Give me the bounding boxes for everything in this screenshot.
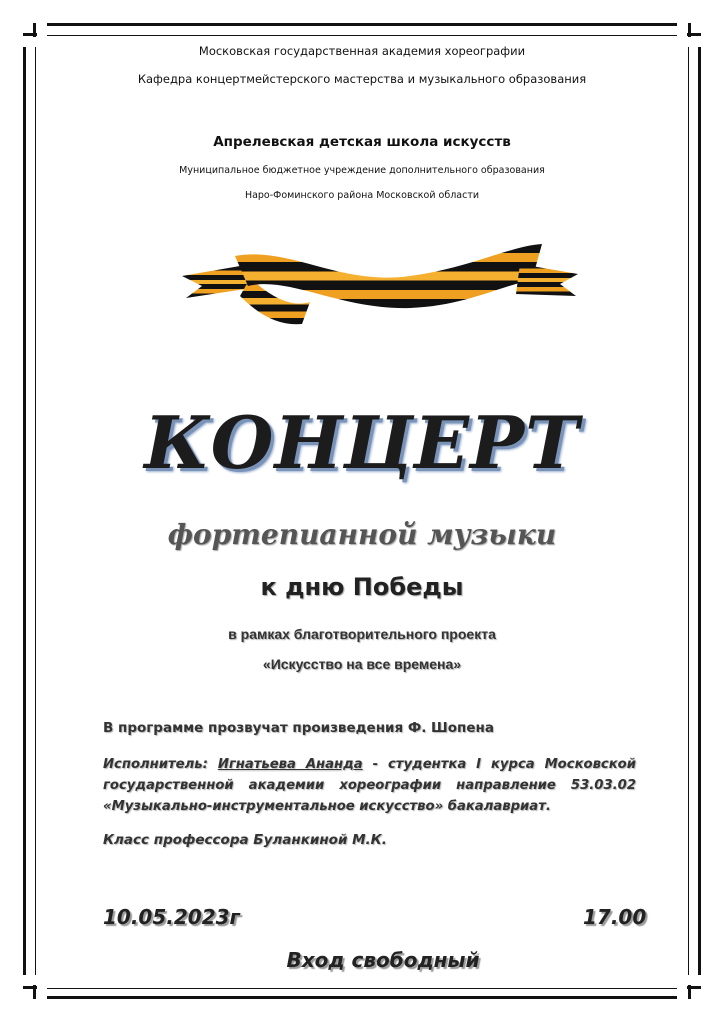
victory-day-line: к дню Победы (260, 573, 464, 601)
performer-label: Исполнитель: (103, 757, 208, 772)
corner-ornament (677, 975, 701, 999)
concert-time: 17.00 (583, 905, 647, 929)
concert-date: 10.05.2023г (103, 905, 240, 929)
entry-info: Вход свободный (286, 948, 480, 972)
teacher-class: Класс профессора Буланкиной М.К. (103, 832, 387, 848)
school-name: Апрелевская детская школа искусств (213, 134, 511, 150)
performer-name: Игнатьева Ананда (217, 757, 363, 772)
performer-paragraph (103, 754, 636, 817)
institution-type: Муниципальное бюджетное учреждение дополнительного образования (179, 165, 545, 176)
corner-ornament (23, 975, 47, 999)
concert-subtitle: фортепианной музыки (167, 518, 557, 551)
department-name: Кафедра концертмейстерского мастерства и музыкального образования (137, 72, 587, 86)
concert-title: КОНЦЕРТ (144, 400, 580, 485)
district-name: Наро-Фоминского района Московской области (244, 190, 480, 201)
program-text: В программе прозвучат произведения Ф. Шопена (103, 720, 494, 736)
project-name: «Искусство на все времена» (262, 656, 462, 672)
st-george-ribbon-icon (180, 236, 580, 326)
project-line-1: в рамках благотворительного проекта (228, 626, 496, 642)
performer-description: - студентка I курса Московской государственной академии хореографии направление 53.03.02 «Музыкально-инструментальное искусство» бакалавриат. (103, 757, 636, 814)
academy-name: Московская государственная академия хореографии (198, 44, 526, 58)
